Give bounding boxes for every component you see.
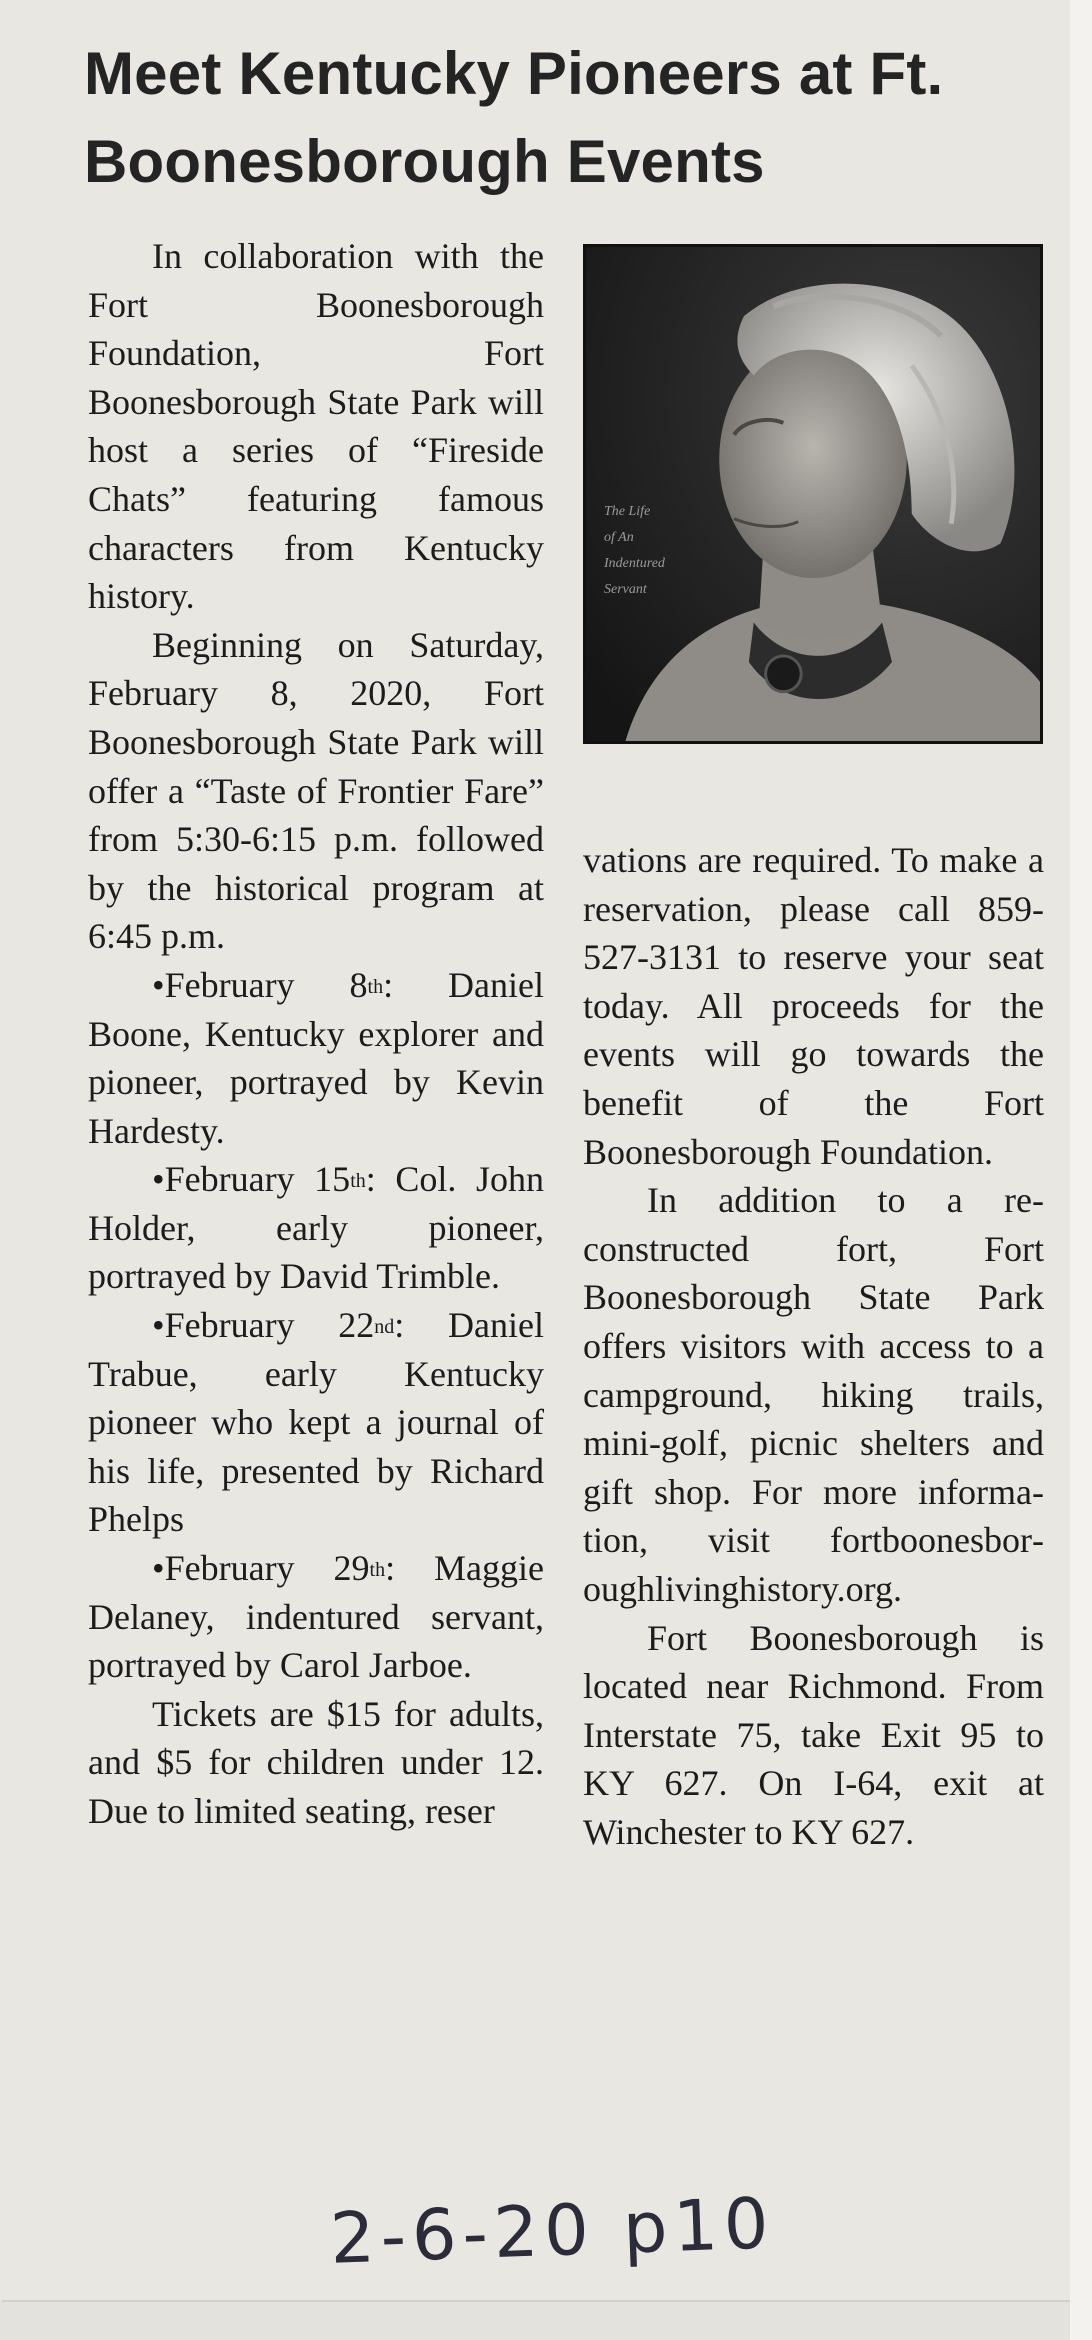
portrait-image	[586, 247, 1040, 741]
photo-caption	[604, 499, 744, 603]
event-item: •February 22nd: Daniel Trabue, early Kentucky pioneer who kept a journal of his life, presented by Richard Phelps	[88, 1305, 544, 1540]
caption-line: Indentured	[604, 556, 665, 571]
paragraph: Fort Boonesborough is located near Richmond. From Interstate 75, take Exit 95 to KY 627. On I-64, exit at Winchester to KY 627.	[583, 1617, 1044, 1852]
article-photo	[583, 244, 1043, 744]
left-column	[88, 232, 544, 1836]
event-item: •February 8th: Daniel Boone, Kentucky explorer and pioneer, portrayed by Kevin Hardesty.	[88, 964, 544, 1151]
paragraph: Beginning on Saturday, February 8, 2020, Fort Boonesborough State Park will offer a “Taste of Frontier Fare” from 5:30-6:15 p.m. followed by the historical program at 6:45 p.m.	[88, 624, 544, 957]
caption-line: of An	[604, 530, 634, 545]
caption-line: The Life	[604, 504, 651, 519]
headline: Meet Kentucky Pioneers at Ft. Boonesborough Events	[84, 40, 944, 195]
paragraph: Tickets are $15 for adults, and $5 for children under 12. Due to limited seating, reser	[88, 1693, 544, 1831]
paragraph: vations are required. To make a reservation, please call 859-527-3131 to reserve your seat today. All proceeds for the events will go towards the benefit of the Fort Boonesborough Foundation.	[583, 840, 1044, 1172]
handwritten-date-note: 2-6-20 p10	[328, 2182, 776, 2280]
paragraph: In addition to a reconstructed fort, Fort Boonesborough State Park offers visitors with access to a campground, hiking trails, mini-golf, picnic shelters and gift shop. For more information, visit fortboonesboroughlivinghistory.org.	[583, 1180, 1044, 1609]
page-edge	[1070, 0, 1092, 2340]
paragraph: In collaboration with the Fort Boonesborough Foundation, Fort Boonesborough State Park will host a series of “Fireside Chats” featuring famous characters from Kentucky history.	[88, 236, 544, 617]
caption-line: Servant	[604, 582, 647, 597]
event-item: •February 29th: Maggie Delaney, indentured servant, portrayed by Carol Jarboe.	[88, 1548, 544, 1686]
right-column	[583, 836, 1044, 1856]
event-item: •February 15th: Col. John Holder, early pioneer, portrayed by David Trimble.	[88, 1159, 545, 1297]
